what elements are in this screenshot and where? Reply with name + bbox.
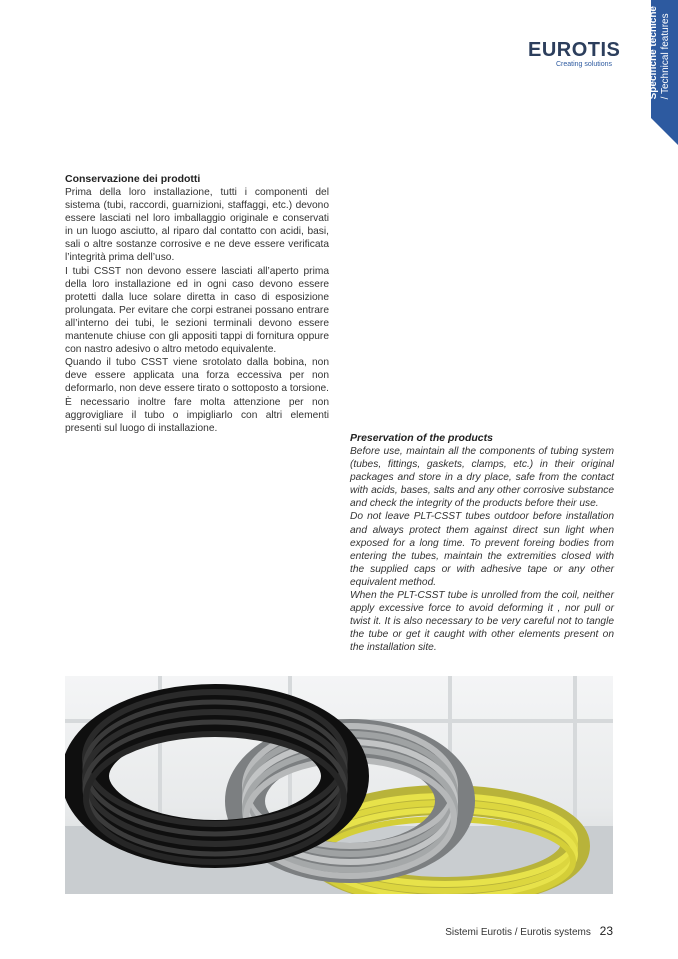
tube-coils-photo [65,676,613,894]
italian-section [65,173,329,435]
logo-tagline: Creating solutions [555,61,612,68]
italian-paragraph-2: I tubi CSST non devono essere lasciati all’aperto prima della loro installazione ed in ogni caso devono essere protetti dalla luce solare diretta in caso di esposizione prolungata. Per evitare che corpi estranei possano entrare all’interno dei tubi, le sezioni terminali devono essere mantenute chiuse con gli appositi tappi di fornitura oppure con nastro adesivo o altro metodo equivalente. [65,265,329,356]
english-paragraph-3: When the PLT-CSST tube is unrolled from the coil, neither apply excessive force to avoid deforming it , nor pull or twist it. It is also necessary to be very careful not to tangle the tube or get it caught with other elements present on the installation site. [350,590,614,654]
italian-paragraph-3: Quando il tubo CSST viene srotolato dalla bobina, non deve essere applicata una forza eccessiva per non deformarlo, non deve essere tirato o sottoposto a torsione. È necessario inoltre fare molta attenzione per non aggrovigliare il tubo o impigliarlo con altri elementi presenti sul luogo di installazione. [65,357,329,434]
footer-label: Sistemi Eurotis / Eurotis systems [445,927,591,938]
english-title: Preservation of the products [350,432,493,444]
eurotis-logo [528,39,621,68]
logo-wordmark: EUROTIS [528,39,621,61]
corner-tab-label [648,6,672,99]
italian-title: Conservazione dei prodotti [65,173,201,185]
page-footer [445,924,613,938]
corner-tab-line1: Specifiche tecniche [648,6,659,100]
english-section [350,432,614,655]
corner-tab-line2: / Technical features [660,13,671,100]
english-paragraph-2: Do not leave PLT-CSST tubes outdoor before installation and always protect them against direct sun light when exposed for a long time. To prevent foreing bodies from entering the tubes, maintain the extremities closed with the supplied caps or with adhesive tape or any other equivalent method. [350,511,614,588]
page-number: 23 [599,924,613,938]
english-paragraph-1: Before use, maintain all the components of tubing system (tubes, fittings, gaskets, clamps, etc.) in their original packages and store in a dry place, safe from the contact with acids, bases, salts and any other corrosive substance and check the integrity of the products before their use. [350,446,614,510]
section-corner-tab [608,0,678,145]
italian-paragraph-1: Prima della loro installazione, tutti i componenti del sistema (tubi, raccordi, guarnizioni, staffaggi, etc.) devono essere lasciati nel loro imballaggio originale e conservati in un luogo asciutto, al riparo dal contatto con acidi, basi, sali o altre sostanze corrosive e ne deve essere verificata l’integrità prima dell’uso. [65,187,329,264]
